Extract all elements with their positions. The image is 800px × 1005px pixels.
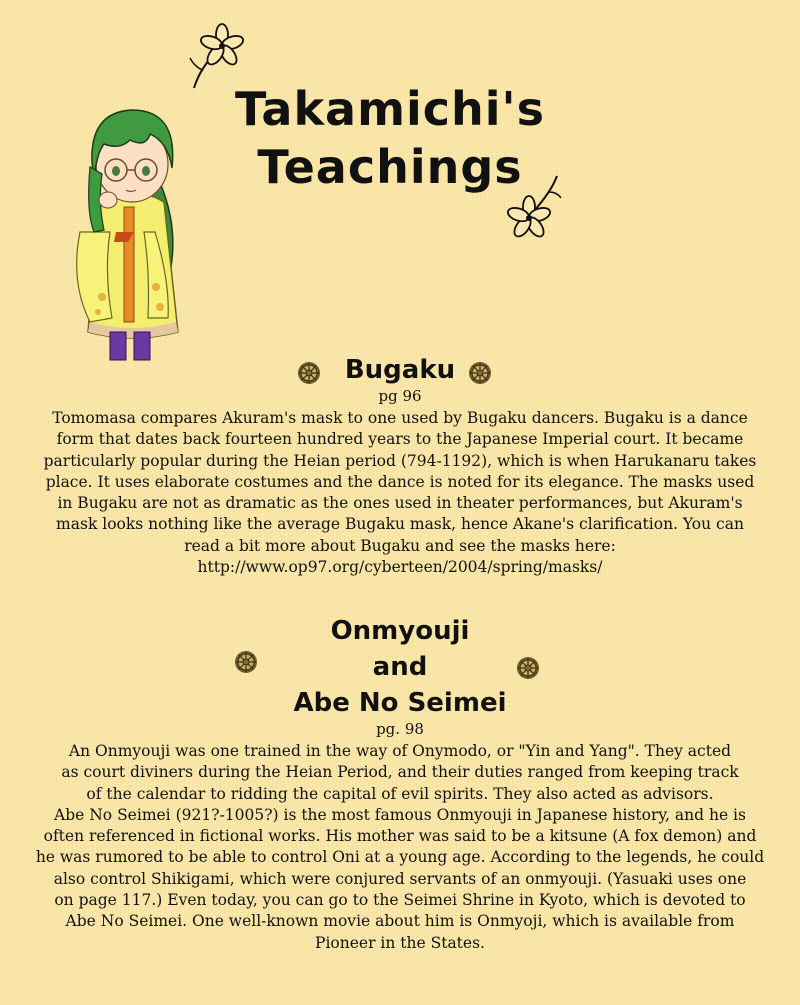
text-line: Tomomasa compares Akuram's mask to one used by Bugaku dancers. Bugaku is a dance [52, 409, 748, 427]
page-reference: pg 96 [378, 387, 422, 405]
text-line: of the calendar to ridding the capital of evil spirits. They also acted as advisors. [86, 784, 714, 803]
text-line: read a bit more about Bugaku and see the masks here: [184, 536, 616, 555]
page-reference: pg. 98 [376, 720, 424, 738]
text-line: Abe No Seimei. One well-known movie about him is Onmyoji, which is available from [65, 912, 735, 931]
text-line: often referenced in fictional works. His mother was said to be a kitsune (A fox demon) and [43, 827, 757, 846]
page-title-line-2: Teachings [257, 140, 523, 194]
character-illustration [60, 82, 210, 367]
text-line: place. It uses elaborate costumes and the dance is noted for its elegance. The masks used [45, 472, 755, 491]
section-heading-line-2: and [372, 652, 428, 682]
section-heading-line-1: Onmyouji [330, 616, 470, 646]
text-line: in Bugaku are not as dramatic as the ones used in theater performances, but Akuram's [57, 494, 743, 513]
text-line: particularly popular during the Heian period (794-1192), which is when Harukanaru takes [43, 451, 757, 470]
text-line: mask looks nothing like the average Bugaku mask, hence Akane's clarification. You can [56, 515, 744, 534]
text-line: on page 117.) Even today, you can go to the Seimei Shrine in Kyoto, which is devoted to [54, 891, 746, 910]
url-text: http://www.op97.org/cyberteen/2004/spring/masks/ [197, 558, 603, 577]
text-line: Abe No Seimei (921?-1005?) is the most famous Onmyouji in Japanese history, and he is [54, 805, 746, 824]
medallion-icon [516, 656, 540, 680]
text-line: An Onmyouji was one trained in the way of Onymodo, or "Yin and Yang". They acted [68, 742, 732, 760]
section-heading-line-3: Abe No Seimei [293, 688, 507, 718]
section-body-onmyouji [14, 741, 786, 954]
medallion-icon [468, 361, 492, 385]
page-title-line-1: Takamichi's [234, 82, 546, 136]
text-line: Pioneer in the States. [315, 933, 485, 952]
section-heading-bugaku: Bugaku [344, 355, 456, 385]
text-line: he was rumored to be able to control Oni at a young age. According to the legends, he could [35, 848, 765, 867]
section-body-bugaku [14, 408, 786, 578]
text-line: form that dates back fourteen hundred years to the Japanese Imperial court. It became [56, 430, 744, 449]
text-line: also control Shikigami, which were conjured servants of an onmyouji. (Yasuaki uses one [53, 869, 747, 888]
text-line: as court diviners during the Heian Period, and their duties ranged from keeping track [61, 763, 739, 782]
